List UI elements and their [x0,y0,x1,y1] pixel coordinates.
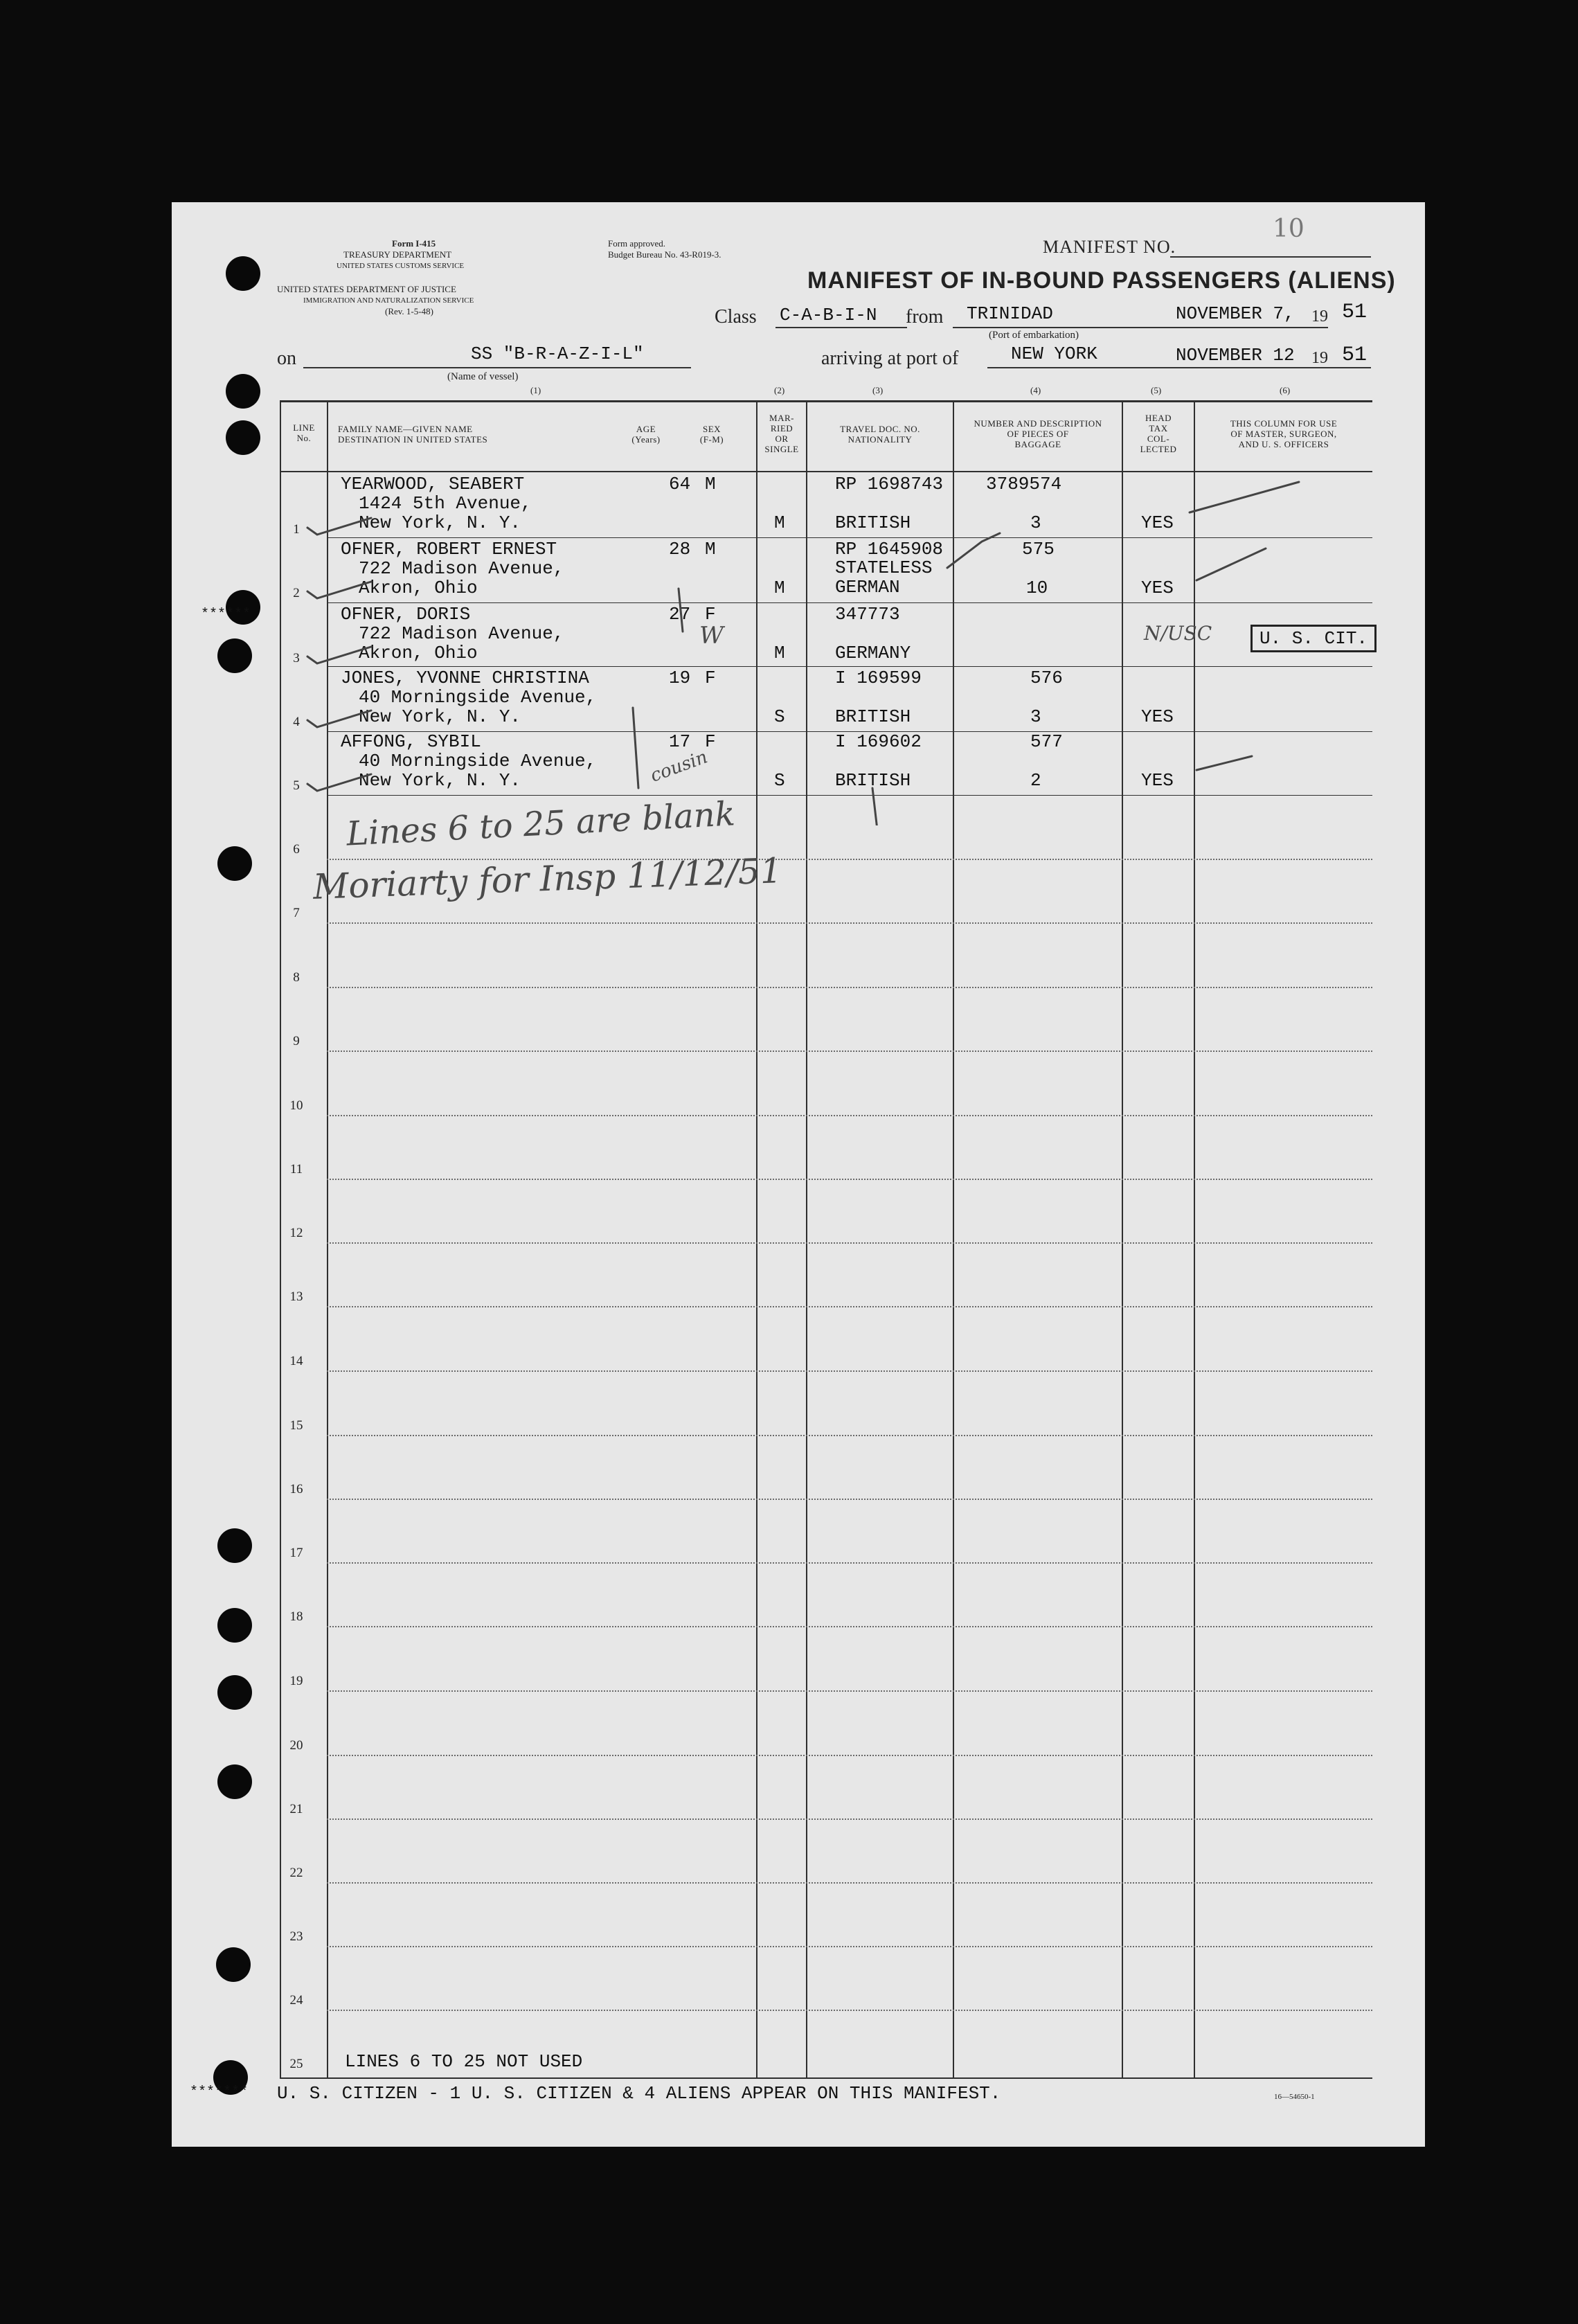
budget-bureau: Budget Bureau No. 43-R019-3. [608,249,721,260]
passenger-name: AFFONG, SYBIL [341,731,481,752]
check-mark [307,518,371,535]
form-id: Form I-415 [392,238,436,249]
year-2: 51 [1342,343,1368,367]
passenger-age: 27 [669,604,691,625]
row-rule [327,1435,1372,1436]
from-label: from [906,306,944,328]
vessel-name: SS "B-R-A-Z-I-L" [471,343,644,364]
passenger-marital: M [774,643,785,663]
passenger-sex: F [705,731,716,752]
row-rule [327,987,1372,988]
on-label: on [277,348,296,369]
line-number: 5 [293,778,300,793]
passenger-sex: M [705,539,716,560]
row-rule [327,1370,1372,1372]
row-rule [327,2010,1372,2011]
col-num-6: (6) [1280,385,1291,395]
year-1: 51 [1342,301,1368,324]
line-number: 14 [289,1354,303,1368]
row-rule [327,1755,1372,1756]
col-head-text: LINE No. [293,422,315,443]
passenger-address: New York, N. Y. [359,770,521,791]
head-tax: YES [1141,706,1174,727]
col-head-text: NUMBER AND DESCRIPTION OF PIECES OF BAGGAGE [974,418,1102,449]
check-mark [1196,548,1266,580]
revision: (Rev. 1-5-48) [385,306,433,316]
manifest-sheet [172,202,1425,2147]
passenger-sex: F [705,668,716,688]
row-rule [327,1306,1372,1307]
relation-note: cousin [647,747,710,787]
arrival-port: NEW YORK [1011,343,1097,364]
line-number: 16 [289,1482,303,1496]
class-label: Class [715,306,757,328]
officer-note: N/USC [1144,622,1212,645]
passenger-address: 1424 5th Avenue, [359,493,532,514]
passenger-sex: F [705,604,716,625]
passenger-address: 722 Madison Avenue, [359,558,564,579]
asterisk-marker: ****** [201,607,251,623]
row-rule [327,1115,1372,1116]
col-head-text: FAMILY NAME—GIVEN NAME DESTINATION IN UNITED STATES [338,424,488,445]
passenger-name: OFNER, ROBERT ERNEST [341,539,557,560]
line-number: 2 [293,586,300,600]
passenger-address: Akron, Ohio [359,578,478,598]
check-mark [307,710,371,727]
passenger-doc: I 169599 [835,668,922,688]
line-number: 3 [293,651,300,665]
line-number: 20 [289,1738,303,1753]
row-rule [327,1882,1372,1884]
manifest-title: MANIFEST OF IN-BOUND PASSENGERS (ALIENS) [807,267,1396,294]
row-rule [327,1051,1372,1052]
table-bottom-rule [280,2077,1372,2079]
doj: UNITED STATES DEPARTMENT OF JUSTICE [277,284,456,294]
line-number: 12 [289,1226,303,1240]
head-tax: YES [1141,770,1174,791]
punch-hole [216,1947,251,1982]
arrival-date: NOVEMBER 12 [1176,345,1295,366]
passenger-address: New York, N. Y. [359,512,521,533]
passenger-name: OFNER, DORIS [341,604,471,625]
passenger-age: 64 [669,474,691,494]
col-num-3: (3) [872,385,884,395]
line-number: 4 [293,715,300,729]
passenger-marital: M [774,512,785,533]
passenger-marital: S [774,770,785,791]
row-rule [327,1562,1372,1564]
passenger-address: 40 Morningside Avenue, [359,687,597,708]
baggage-number: 577 [1030,731,1063,752]
row-rule [327,1818,1372,1820]
form-approved: Form approved. [608,238,666,249]
check-mark [307,774,371,791]
baggage-count: 10 [1026,578,1048,598]
passenger-nationality: BRITISH [835,512,911,533]
passenger-age: 28 [669,539,691,560]
check-mark [947,533,1000,568]
baggage-count: 2 [1030,770,1041,791]
check-mark [1196,756,1252,770]
check-mark [307,647,371,663]
line-number: 21 [289,1802,303,1816]
port-embark-caption: (Port of embarkation) [989,330,1079,341]
passenger-age: 17 [669,731,691,752]
row-rule [327,1499,1372,1500]
col-head-text: SEX (F-M) [699,424,724,445]
col-head-text: MAR- RIED OR SINGLE [764,413,799,454]
passenger-doc: I 169602 [835,731,922,752]
passenger-doc: RP 1645908 [835,539,944,560]
row-rule [327,1690,1372,1692]
line-number: 18 [289,1609,303,1624]
check-mark [679,589,683,632]
line-number: 25 [289,2057,303,2071]
line-number: 17 [289,1546,303,1560]
col-head-text: AGE (Years) [631,424,661,445]
punch-hole [217,846,252,881]
passenger-marital: S [774,706,785,727]
depart-date: NOVEMBER 7, [1176,303,1295,324]
check-mark [633,708,638,788]
relation-note: W [699,622,724,650]
check-mark [872,788,879,825]
line-number: 9 [293,1034,300,1048]
passenger-nationality: GERMANY [835,643,911,663]
passenger-sex: M [705,474,716,494]
footer-summary: U. S. CITIZEN - 1 U. S. CITIZEN & 4 ALIENS APPEAR ON THIS MANIFEST. [277,2083,1001,2104]
line-number: 22 [289,1866,303,1880]
line-number: 23 [289,1929,303,1944]
lines-not-used: LINES 6 TO 25 NOT USED [345,2051,583,2072]
vessel-caption: (Name of vessel) [447,371,519,382]
head-tax: YES [1141,512,1174,533]
passenger-nationality: STATELESS GERMAN [835,557,933,598]
passenger-address: 722 Madison Avenue, [359,623,564,644]
baggage-count: 3 [1030,512,1041,533]
line-number: 11 [289,1162,303,1177]
punch-hole [217,1764,252,1799]
col-head-text: THIS COLUMN FOR USE OF MASTER, SURGEON, AND U. S. OFFICERS [1230,418,1338,449]
line-number: 13 [289,1289,303,1304]
footer-asterisks: ******* [190,2084,249,2100]
passenger-address: 40 Morningside Avenue, [359,751,597,771]
col-head-text: HEAD TAX COL- LECTED [1140,413,1177,454]
passenger-address: Akron, Ohio [359,643,478,663]
line-number: 19 [289,1674,303,1688]
punch-hole [217,1675,252,1710]
line-number: 7 [293,906,300,920]
footer-code: 16—54650-1 [1274,2093,1315,2101]
customs-service: UNITED STATES CUSTOMS SERVICE [337,262,465,270]
col-num-1: (1) [530,385,541,395]
from-value: TRINIDAD [967,303,1053,324]
row-rule [327,1242,1372,1244]
passenger-name: YEARWOOD, SEABERT [341,474,525,494]
row-rule [327,1626,1372,1627]
check-mark [1190,482,1299,512]
line-number: 24 [289,1993,303,2008]
passenger-nationality: BRITISH [835,706,911,727]
baggage-number: 576 [1030,668,1063,688]
passenger-name: JONES, YVONNE CHRISTINA [341,668,589,688]
check-mark [307,582,371,598]
baggage-number: 3789574 [986,474,1062,494]
row-rule [327,922,1372,924]
col-head-text: TRAVEL DOC. NO. NATIONALITY [840,424,920,445]
arriving-label: arriving at port of [821,348,959,369]
baggage-number: 575 [1022,539,1055,560]
col-num-5: (5) [1151,385,1162,395]
row-rule [327,1179,1372,1180]
head-tax: YES [1141,578,1174,598]
treasury-dept: TREASURY DEPARTMENT [343,249,452,260]
passenger-doc: RP 1698743 [835,474,944,494]
passenger-marital: M [774,578,785,598]
year-prefix-2: 19 [1311,349,1328,367]
col-num-4: (4) [1030,385,1041,395]
punch-hole [217,1528,252,1563]
us-citizen-stamp: U. S. CIT. [1250,625,1377,652]
manifest-no-value: 10 [1273,215,1304,243]
line-number: 6 [293,842,300,857]
year-prefix-1: 19 [1311,307,1328,325]
line-number: 1 [293,522,300,537]
line-number: 8 [293,970,300,985]
row-rule [327,1946,1372,1947]
line-number: 15 [289,1418,303,1433]
punch-hole [217,1608,252,1643]
col-num-2: (2) [774,385,785,395]
checkmarks-overlay [172,202,1425,825]
manifest-no-label: MANIFEST NO. [1043,237,1176,257]
baggage-count: 3 [1030,706,1041,727]
passenger-age: 19 [669,668,691,688]
class-value: C-A-B-I-N [780,305,877,325]
handwritten-blank-note: Lines 6 to 25 are blank [345,794,737,854]
row-rule [327,859,1372,860]
passenger-doc: 347773 [835,604,900,625]
ins: IMMIGRATION AND NATURALIZATION SERVICE [303,296,474,305]
passenger-address: New York, N. Y. [359,706,521,727]
passenger-nationality: BRITISH [835,770,911,791]
line-number: 10 [289,1098,303,1113]
handwritten-inspector-signature: Moriarty for Insp 11/12/51 [312,850,783,907]
